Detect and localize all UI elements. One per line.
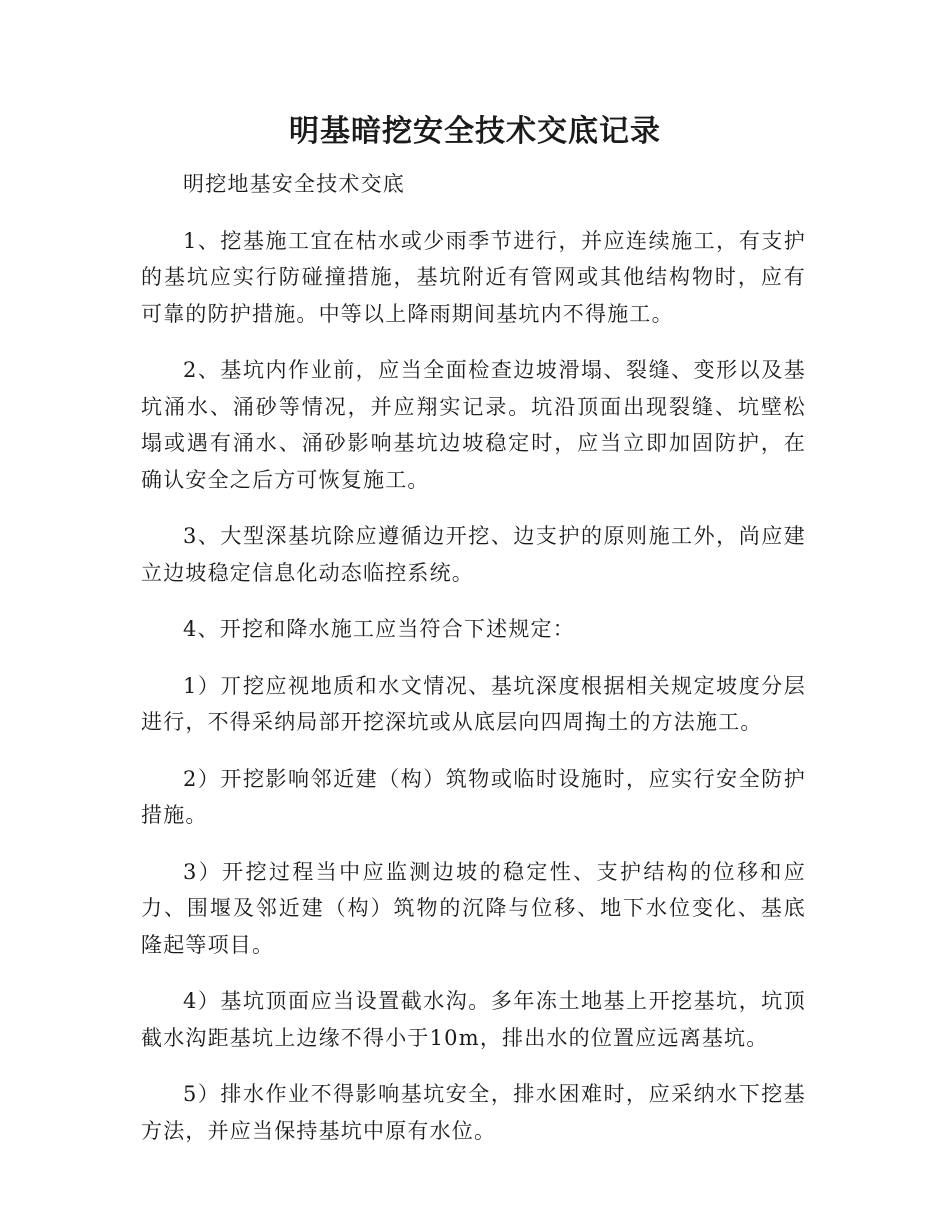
paragraph-3: 3、大型深基坑除应遵循边开挖、边支护的原则施工外，尚应建立边坡稳定信息化动态临控系统。 [141,524,806,585]
document-body [141,166,806,1169]
paragraph-4: 4、开挖和降水施工应当符合下述规定： [183,617,575,641]
paragraph-4-5: 5）排水作业不得影响基坑安全，排水困难时，应采纳水下挖基方法，并应当保持基坑中原有水位。 [141,1082,806,1143]
document-subtitle: 明挖地基安全技术交底 [183,172,405,196]
paragraph-4-2: 2）开挖影响邻近建（构）筑物或临时设施时，应实行安全防护措施。 [141,766,806,827]
paragraph-2: 2、基坑内作业前，应当全面检查边坡滑塌、裂缝、变形以及基坑涌水、涌砂等情况，并应翔实记录。坑沿顶面出现裂缝、坑壁松塌或遇有涌水、涌砂影响基坑边坡稳定时，应当立即加固防护，在确认安全之后方可恢复施工。 [141,358,806,492]
paragraph-4-1: 1）丌挖应视地质和水文情况、基坑深度根据相关规定坡度分层进行，不得采纳局部开挖深坑或从底层向四周掏土的方法施工。 [141,673,806,734]
paragraph-1: 1、挖基施工宜在枯水或少雨季节进行，并应连续施工，有支护的基坑应实行防碰撞措施，基坑附近有管网或其他结构物时，应有可靠的防护措施。中等以上降雨期间基坑内不得施工。 [141,228,806,326]
paragraph-4-4: 4）基坑顶面应当设置截水沟。多年冻土地基上开挖基坑，坑顶截水沟距基坑上边缘不得小于10m，排出水的位置应远离基坑。 [141,989,806,1050]
document-title: 明基暗挖安全技术交底记录 [289,114,661,149]
paragraph-4-3: 3）开挖过程当中应监测边坡的稳定性、支护结构的位移和应力、围堰及邻近建（构）筑物的沉降与位移、地下水位变化、基底隆起等项目。 [141,859,806,957]
